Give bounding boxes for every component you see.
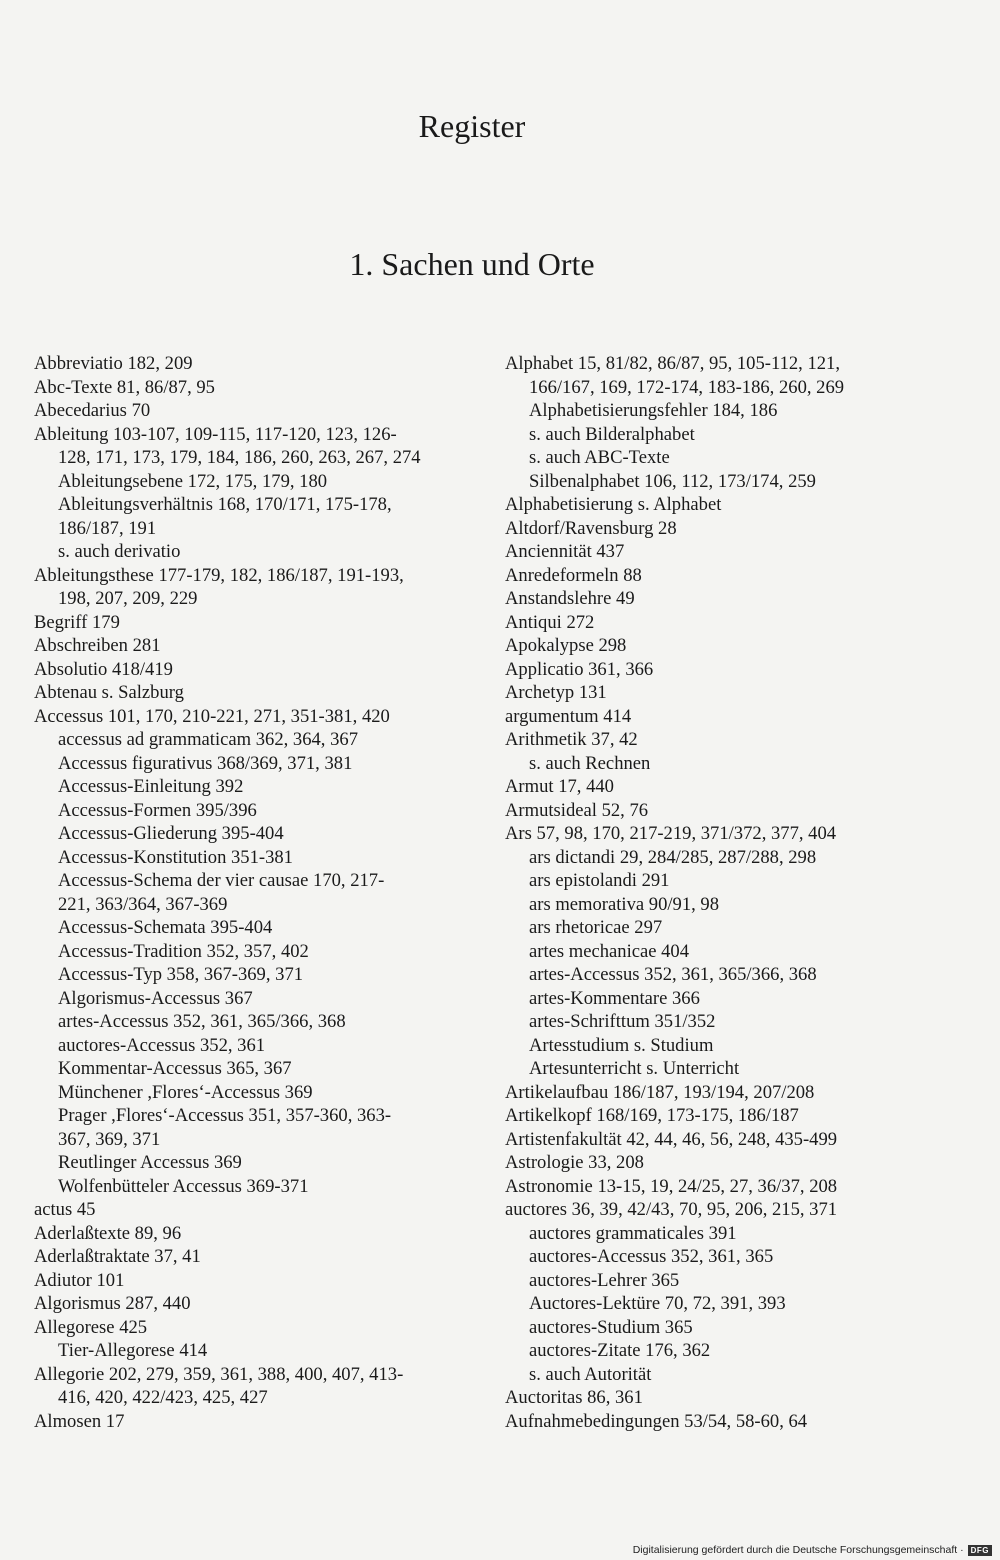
index-entry: Arithmetik 37, 42 [505, 729, 638, 750]
index-entry: artes-Kommentare 366 [529, 987, 700, 1009]
index-entry: Ableitung 103-107, 109-115, 117-120, 123, 126- [34, 423, 397, 445]
page-title: Register [418, 108, 526, 144]
index-entry: Absolutio 418/419 [34, 658, 173, 680]
index-entry: Auctores-Lektüre 70, 72, 391, 393 [529, 1293, 786, 1314]
index-entry: s. auch Bilderalphabet [529, 423, 695, 445]
index-entry: Artesstudium s. Studium [529, 1034, 714, 1056]
index-entry: Accessus-Konstitution 351-381 [58, 846, 293, 868]
index-entry: Artistenfakultät 42, 44, 46, 56, 248, 435-499 [505, 1128, 838, 1150]
index-entry: Prager ,Flores‘-Accessus 351, 357-360, 363- [58, 1105, 392, 1126]
index-entry: auctores-Accessus 352, 361 [58, 1034, 266, 1056]
index-entry: Artikelaufbau 186/187, 193/194, 207/208 [505, 1081, 815, 1103]
index-entry: Anredeformeln 88 [505, 564, 642, 586]
index-entry: Altdorf/Ravensburg 28 [505, 517, 677, 539]
index-entry: Aderlaßtexte 89, 96 [34, 1222, 182, 1244]
index-entry: auctores 36, 39, 42/43, 70, 95, 206, 215, 371 [505, 1199, 838, 1220]
index-column-right [505, 352, 955, 1433]
index-entry: s. auch ABC-Texte [529, 447, 670, 468]
index-entry: Armut 17, 440 [505, 776, 614, 797]
index-entry: auctores-Zitate 176, 362 [529, 1340, 711, 1361]
index-entry: artes-Accessus 352, 361, 365/366, 368 [529, 964, 817, 985]
index-entry: Aufnahmebedingungen 53/54, 58-60, 64 [505, 1410, 808, 1432]
index-entry: Adiutor 101 [34, 1269, 125, 1291]
index-entry: Alphabetisierungsfehler 184, 186 [529, 400, 778, 421]
index-entry: artes-Accessus 352, 361, 365/366, 368 [58, 1011, 346, 1032]
index-entry: auctores-Accessus 352, 361, 365 [529, 1246, 774, 1267]
index-entry: Aderlaßtraktate 37, 41 [34, 1246, 201, 1267]
index-entry: Accessus-Gliederung 395-404 [58, 823, 284, 844]
index-entry: Begriff 179 [34, 611, 120, 633]
index-entry: 186/187, 191 [58, 517, 157, 539]
index-entry: auctores grammaticales 391 [529, 1222, 737, 1244]
index-entry: Abecedarius 70 [34, 400, 151, 421]
index-entry: Armutsideal 52, 76 [505, 799, 649, 821]
index-entry: Anciennität 437 [505, 541, 625, 562]
index-entry: Accessus-Schema der vier causae 170, 217- [58, 870, 385, 891]
index-entry: 128, 171, 173, 179, 184, 186, 260, 263, 267, 274 [58, 447, 421, 468]
section-title: 1. Sachen und Orte [349, 246, 595, 282]
index-entry: 367, 369, 371 [58, 1128, 161, 1150]
index-column-left [34, 352, 484, 1433]
index-entry: Algorismus 287, 440 [34, 1293, 191, 1314]
index-entry: ars memorativa 90/91, 98 [529, 893, 720, 915]
index-entry: Abbreviatio 182, 209 [34, 353, 193, 374]
index-entry: Tier-Allegorese 414 [58, 1340, 208, 1361]
index-entry: artes-Schrifttum 351/352 [529, 1011, 716, 1032]
index-entry: Alphabetisierung s. Alphabet [505, 494, 722, 515]
index-entry: Apokalypse 298 [505, 635, 627, 656]
index-entry: Abschreiben 281 [34, 635, 161, 656]
index-entry: Artikelkopf 168/169, 173-175, 186/187 [505, 1105, 799, 1126]
index-entry: Accessus figurativus 368/369, 371, 381 [58, 752, 353, 774]
index-entry: Ars 57, 98, 170, 217-219, 371/372, 377, 404 [505, 823, 837, 844]
dfg-logo: DFG [968, 1545, 992, 1556]
index-entry: Ableitungsebene 172, 175, 179, 180 [58, 470, 328, 492]
index-entry: Allegorese 425 [34, 1316, 148, 1338]
index-entry: 221, 363/364, 367-369 [58, 893, 228, 915]
index-entry: Artesunterricht s. Unterricht [529, 1058, 740, 1079]
index-entry: Accessus-Tradition 352, 357, 402 [58, 940, 309, 962]
index-entry: s. auch Autorität [529, 1363, 652, 1385]
index-entry: Astronomie 13-15, 19, 24/25, 27, 36/37, 208 [505, 1175, 838, 1197]
index-entry: accessus ad grammaticam 362, 364, 367 [58, 729, 358, 750]
index-entry: Ableitungsthese 177-179, 182, 186/187, 191-193, [34, 564, 404, 586]
index-entry: argumentum 414 [505, 705, 632, 727]
index-entry: Alphabet 15, 81/82, 86/87, 95, 105-112, 121, [505, 353, 841, 374]
index-entry: ars epistolandi 291 [529, 870, 670, 891]
index-entry: auctores-Studium 365 [529, 1316, 693, 1338]
index-entry: 166/167, 169, 172-174, 183-186, 260, 269 [529, 376, 845, 398]
index-entry: Archetyp 131 [505, 682, 607, 703]
index-entry: Wolfenbütteler Accessus 369-371 [58, 1175, 309, 1197]
index-entry: Algorismus-Accessus 367 [58, 987, 253, 1009]
index-entry: Abc-Texte 81, 86/87, 95 [34, 376, 215, 398]
index-entry: 198, 207, 209, 229 [58, 588, 198, 609]
index-entry: actus 45 [34, 1199, 96, 1220]
index-entry: Accessus-Einleitung 392 [58, 776, 244, 797]
index-entry: Kommentar-Accessus 365, 367 [58, 1058, 292, 1079]
index-entry: Accessus-Schemata 395-404 [58, 917, 273, 938]
index-entry: Antiqui 272 [505, 611, 595, 633]
index-entry: s. auch Rechnen [529, 752, 651, 774]
index-entry: Allegorie 202, 279, 359, 361, 388, 400, 407, 413- [34, 1363, 404, 1385]
index-entry: Abtenau s. Salzburg [34, 682, 184, 703]
index-entry: 416, 420, 422/423, 425, 427 [58, 1387, 268, 1408]
index-entry: Silbenalphabet 106, 112, 173/174, 259 [529, 470, 816, 492]
index-entry: Ableitungsverhältnis 168, 170/171, 175-178, [58, 494, 392, 515]
index-entry: auctores-Lehrer 365 [529, 1269, 680, 1291]
index-entry: artes mechanicae 404 [529, 940, 690, 962]
index-entry: s. auch derivatio [58, 541, 181, 562]
index-entry: Reutlinger Accessus 369 [58, 1152, 242, 1173]
footer-credit: Digitalisierung gefördert durch die Deutsche Forschungsgemeinschaft · [632, 1544, 964, 1556]
index-entry: Anstandslehre 49 [505, 588, 635, 609]
index-entry: Auctoritas 86, 361 [505, 1387, 643, 1408]
index-entry: Accessus-Typ 358, 367-369, 371 [58, 964, 304, 985]
footer [633, 1544, 992, 1556]
index-entry: ars dictandi 29, 284/285, 287/288, 298 [529, 846, 817, 868]
index-entry: ars rhetoricae 297 [529, 917, 663, 938]
index-entry: Münchener ,Flores‘-Accessus 369 [58, 1081, 313, 1103]
index-entry: Accessus-Formen 395/396 [58, 799, 257, 821]
index-entry: Applicatio 361, 366 [505, 658, 654, 680]
index-entry: Almosen 17 [34, 1410, 125, 1432]
index-entry: Accessus 101, 170, 210-221, 271, 351-381, 420 [34, 705, 390, 727]
index-entry: Astrologie 33, 208 [505, 1152, 644, 1173]
